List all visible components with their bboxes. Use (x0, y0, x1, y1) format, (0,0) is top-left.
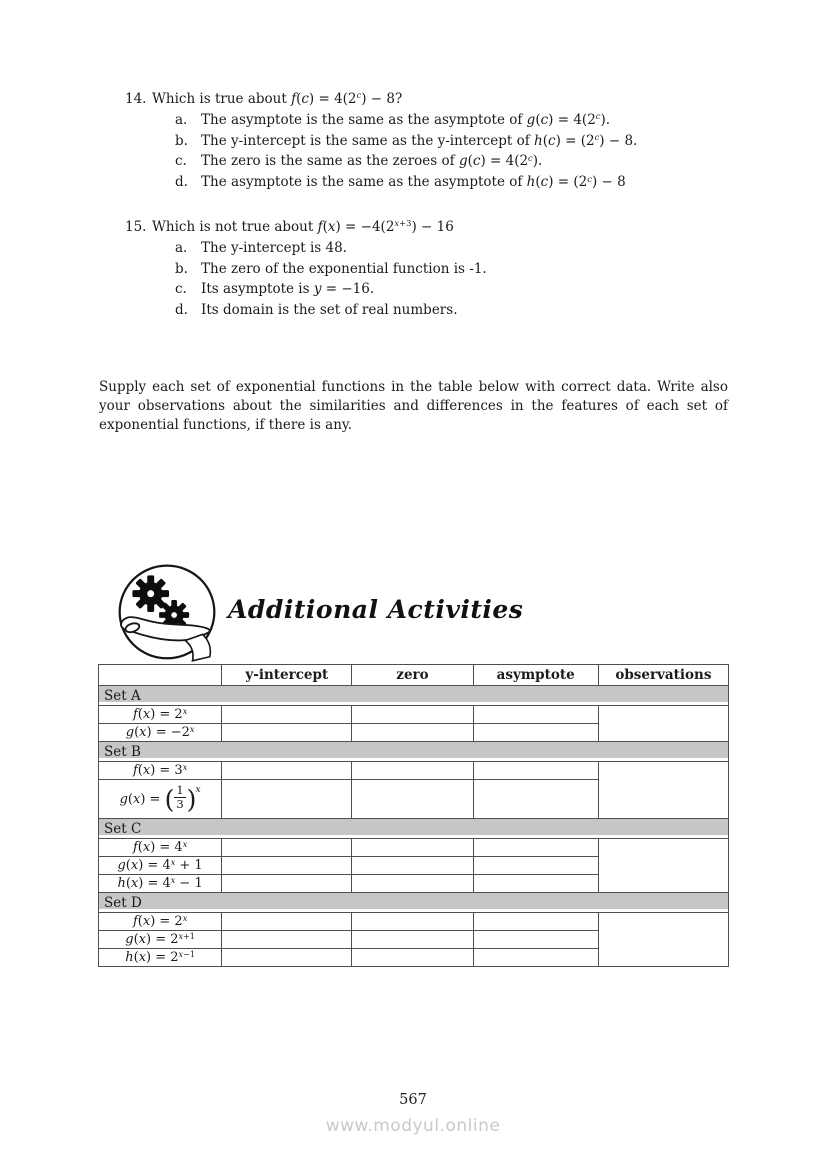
set-a-label: Set A (99, 686, 729, 706)
function-cell: $f(x) = 4^x$ (99, 839, 222, 857)
question-text: Which is true about $f(c) = 4(2^c) - 8$? (152, 90, 403, 107)
function-cell: $h(x) = 2^{x-1}$ (99, 949, 222, 967)
table-header-observations: observations (598, 665, 728, 686)
y-intercept-blank-cell (222, 857, 352, 875)
choice-letter: a. (175, 111, 188, 128)
y-intercept-blank-cell (222, 724, 352, 742)
asymptote-blank-cell (473, 724, 598, 742)
choice-text: The y-intercept is 48. (201, 239, 347, 256)
choice-b (175, 131, 729, 152)
asymptote-blank-cell (473, 931, 598, 949)
zero-blank-cell (352, 857, 473, 875)
asymptote-blank-cell (473, 913, 598, 931)
table-header-blank (99, 665, 222, 686)
page-number: 567 (399, 1092, 427, 1108)
multiple-choice-questions (125, 89, 729, 345)
function-cell: $f(x) = 3^x$ (99, 762, 222, 780)
choice-c (175, 151, 729, 172)
asymptote-blank-cell (473, 706, 598, 724)
question-number: 15. (125, 218, 147, 235)
choice-text: Its domain is the set of real numbers. (201, 302, 458, 319)
table-header-y-intercept: y-intercept (222, 665, 352, 686)
table-row (99, 706, 729, 724)
set-d-label: Set D (99, 893, 729, 913)
choice-text: The asymptote is the same as the asymptote of $h(c) = (2^c) - 8$ (201, 173, 626, 191)
y-intercept-blank-cell (222, 875, 352, 893)
question-number: 14. (125, 91, 147, 107)
y-intercept-blank-cell (222, 706, 352, 724)
choice-letter: d. (175, 174, 188, 191)
choice-letter: a. (175, 239, 188, 256)
function-cell: $g(x) = 2^{x+1}$ (99, 931, 222, 949)
set-b-label: Set B (99, 742, 729, 762)
choice-letter: b. (175, 260, 188, 277)
table-header-row (99, 665, 729, 686)
choice-letter: c. (175, 281, 187, 298)
function-cell: $g(x) = -2^x$ (99, 724, 222, 742)
function-cell: $f(x) = 2^x$ (99, 706, 222, 724)
zero-blank-cell (352, 839, 473, 857)
choice-text: The zero of the exponential function is -1. (201, 260, 487, 277)
choice-letter: c. (175, 153, 187, 170)
observations-blank-cell (598, 913, 728, 967)
choice-text: The y-intercept is the same as the y-intercept of $h(c) = (2^c) - 8$. (201, 132, 638, 149)
question-stem (125, 89, 729, 110)
asymptote-blank-cell (473, 875, 598, 893)
set-c-header-row (99, 819, 729, 839)
set-d-header-row (99, 893, 729, 913)
choice-d (175, 172, 729, 193)
question-14 (125, 89, 729, 193)
choice-b (175, 259, 729, 280)
observations-blank-cell (598, 762, 728, 819)
section-title: Additional Activities (228, 595, 524, 624)
table-header-zero: zero (352, 665, 473, 686)
y-intercept-blank-cell (222, 839, 352, 857)
asymptote-blank-cell (473, 762, 598, 780)
watermark-text: www.modyul.online (325, 1116, 501, 1136)
table-instruction-paragraph: Supply each set of exponential functions in the table below with correct data. Write also your observations about the similarities and differences in the features of each set of exponential functions, if there is any. (99, 378, 728, 433)
choice-a (175, 110, 729, 131)
y-intercept-blank-cell (222, 931, 352, 949)
choice-letter: d. (175, 302, 188, 319)
choice-text: The asymptote is the same as the asymptote of $g(c) = 4(2^c)$. (201, 111, 611, 128)
function-cell: g(x) = ( $\frac{1}{3}$ )$^x$ (99, 780, 222, 819)
function-cell: $f(x) = 2^x$ (99, 913, 222, 931)
y-intercept-blank-cell (222, 913, 352, 931)
choice-text: The zero is the same as the zeroes of $g(c) = 4(2^c)$. (201, 152, 543, 170)
y-intercept-blank-cell (222, 780, 352, 819)
asymptote-blank-cell (473, 780, 598, 819)
choice-text: Its asymptote is y = −16. (201, 281, 375, 298)
choice-c (175, 279, 729, 300)
table-row (99, 762, 729, 780)
table-header-asymptote: asymptote (473, 665, 598, 686)
set-a-header-row (99, 686, 729, 706)
function-cell: $g(x) = 4^x + 1$ (99, 857, 222, 875)
exponential-functions-table (98, 664, 729, 967)
question-text: Which is not true about $f(x) = -4(2^{x+3}) - 16$ (152, 218, 454, 235)
zero-blank-cell (352, 949, 473, 967)
set-c-label: Set C (99, 819, 729, 839)
asymptote-blank-cell (473, 949, 598, 967)
choice-letter: b. (175, 132, 188, 149)
y-intercept-blank-cell (222, 762, 352, 780)
zero-blank-cell (352, 706, 473, 724)
choice-a (175, 238, 729, 259)
set-b-header-row (99, 742, 729, 762)
question-stem (125, 217, 729, 238)
zero-blank-cell (352, 931, 473, 949)
zero-blank-cell (352, 762, 473, 780)
function-cell: $h(x) = 4^x - 1$ (99, 875, 222, 893)
asymptote-blank-cell (473, 857, 598, 875)
y-intercept-blank-cell (222, 949, 352, 967)
question-15 (125, 217, 729, 321)
zero-blank-cell (352, 913, 473, 931)
observations-blank-cell (598, 839, 728, 893)
asymptote-blank-cell (473, 839, 598, 857)
table-row (99, 839, 729, 857)
zero-blank-cell (352, 780, 473, 819)
choice-d (175, 300, 729, 321)
zero-blank-cell (352, 724, 473, 742)
table-row (99, 913, 729, 931)
hand-gears-icon (110, 564, 224, 664)
observations-blank-cell (598, 706, 728, 742)
zero-blank-cell (352, 875, 473, 893)
